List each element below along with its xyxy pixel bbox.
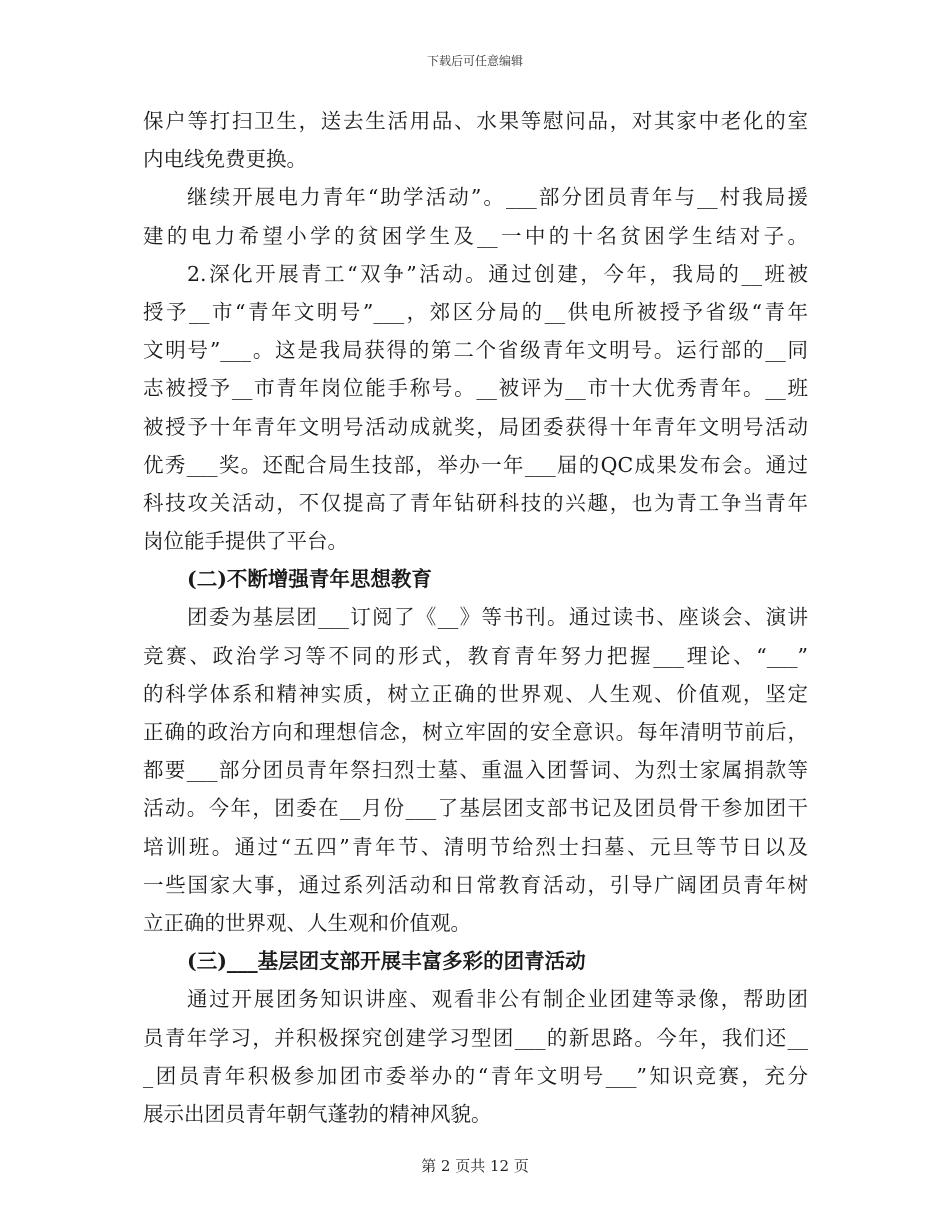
paragraph-line: 团委为基层团___订阅了《__》等书刊。通过读书、座谈会、演讲	[187, 605, 808, 630]
paragraph-line: 通过开展团务知识讲座、观看非公有制企业团建等录像，帮助团	[187, 987, 808, 1012]
paragraph-line: 活动。今年，团委在__月份___了基层团支部书记及团员骨干参加团干	[143, 796, 808, 821]
paragraph-line: 文明号”___。这是我局获得的第二个省级青年文明号。运行部的__同	[143, 338, 808, 363]
paragraph-line: 岗位能手提供了平台。	[143, 529, 348, 554]
section-heading: (二)不断增强青年思想教育	[187, 567, 432, 592]
paragraph-line: 员青年学习，并积极探究创建学习型团___的新思路。今年，我们还__	[143, 1025, 808, 1050]
paragraph-line: 立正确的世界观、人生观和价值观。	[143, 910, 471, 935]
paragraph-line: 展示出团员青年朝气蓬勃的精神风貌。	[143, 1101, 492, 1126]
paragraph-line: 授予__市“青年文明号”___，郊区分局的__供电所被授予省级“青年	[143, 299, 808, 324]
page-footer: 第 2 页共 12 页	[421, 1157, 529, 1175]
paragraph-line: 被授予十年青年文明号活动成就奖，局团委获得十年青年文明号活动	[143, 414, 808, 439]
paragraph-line: 优秀___奖。还配合局生技部，举办一年___届的QC成果发布会。通过	[143, 452, 808, 477]
page-header: 下载后可任意编辑	[426, 54, 523, 68]
paragraph-line: _团员青年积极参加团市委举办的“青年文明号___”知识竞赛，充分	[143, 1063, 808, 1088]
paragraph-line: 的科学体系和精神实质，树立正确的世界观、人生观、价值观，坚定	[143, 681, 808, 706]
paragraph-line: 竞赛、政治学习等不同的形式，教育青年努力把握___理论、“___”	[143, 643, 808, 668]
paragraph-line: 科技攻关活动，不仅提高了青年钻研科技的兴趣，也为青工争当青年	[143, 490, 808, 515]
paragraph-line: 培训班。通过“五四”青年节、清明节给烈士扫墓、元旦等节日以及	[143, 834, 808, 859]
document-body	[143, 102, 808, 1133]
paragraph-line: 正确的政治方向和理想信念，树立牢固的安全意识。每年清明节前后，	[143, 720, 808, 744]
paragraph-line: 都要___部分团员青年祭扫烈士墓、重温入团誓词、为烈士家属捐款等	[143, 758, 808, 783]
paragraph-line: 志被授予__市青年岗位能手称号。__被评为__市十大优秀青年。__班	[143, 376, 808, 401]
paragraph-line: 继续开展电力青年“助学活动”。___部分团员青年与__村我局援	[187, 185, 808, 210]
paragraph-line: 保户等打扫卫生，送去生活用品、水果等慰问品，对其家中老化的室	[143, 109, 808, 133]
paragraph-line: 一些国家大事，通过系列活动和日常教育活动，引导广阔团员青年树	[143, 872, 808, 897]
paragraph-line: 内电线免费更换。	[143, 147, 307, 172]
paragraph-line: 2.深化开展青工“双争”活动。通过创建，今年，我局的__班被	[187, 261, 808, 286]
paragraph-line: 建的电力希望小学的贫困学生及__一中的十名贫困学生结对子。	[143, 223, 808, 248]
section-heading: (三)___基层团支部开展丰富多彩的团青活动	[187, 949, 586, 974]
